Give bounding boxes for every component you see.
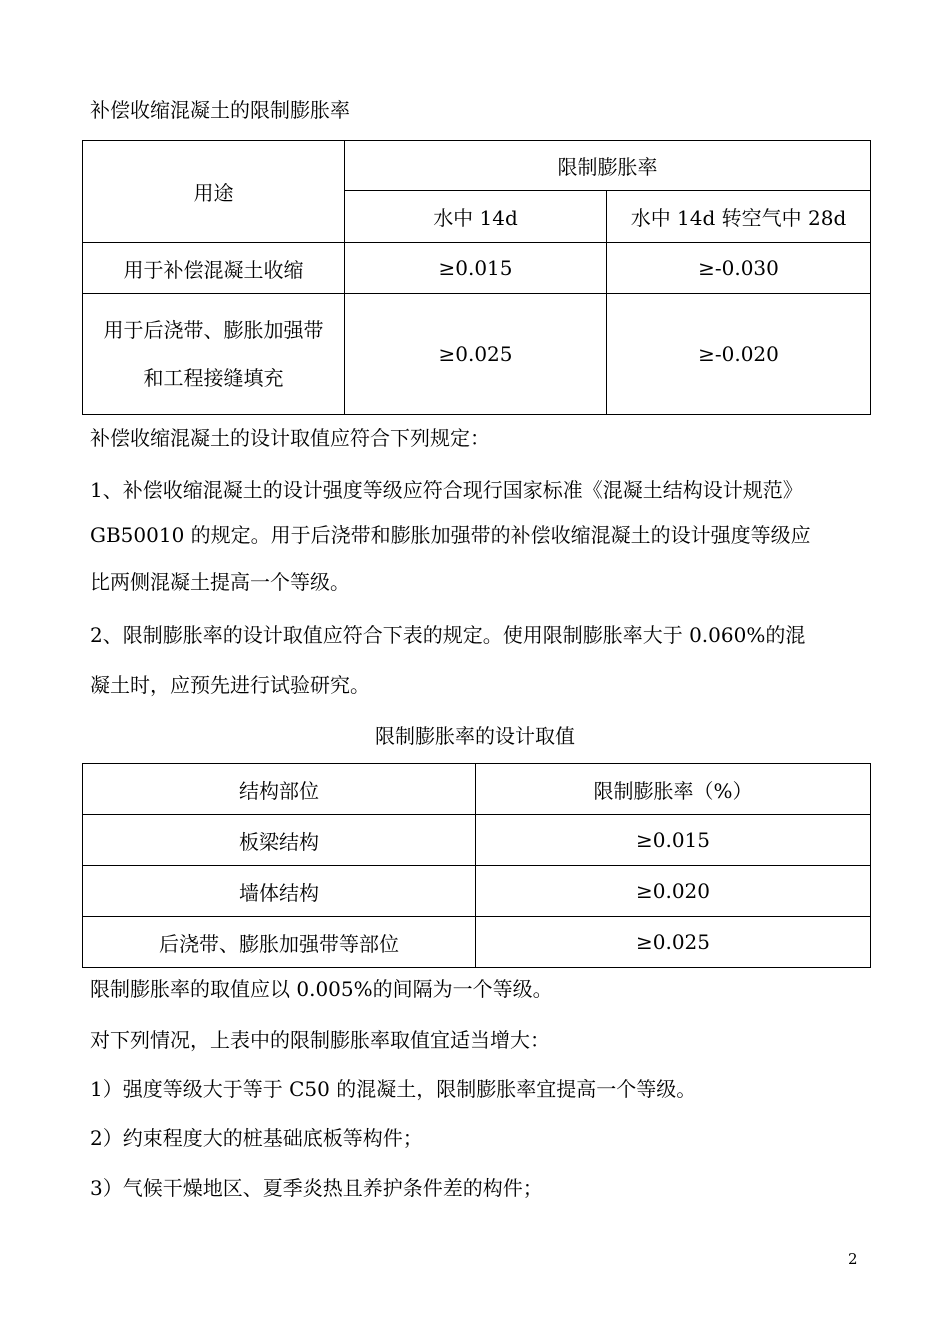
case1: 1）强度等级大于等于 C50 的混凝土，限制膨胀率宜提高一个等级。	[90, 1077, 697, 1101]
table-row	[83, 294, 871, 415]
table-row	[83, 866, 871, 917]
item2-line1: 2、限制膨胀率的设计取值应符合下表的规定。使用限制膨胀率大于 0.060%的混	[90, 623, 806, 647]
item1-line1: 1、补偿收缩混凝土的设计强度等级应符合现行国家标准《混凝土结构设计规范》	[90, 478, 803, 502]
step-note: 限制膨胀率的取值应以 0.005%的间隔为一个等级。	[90, 977, 553, 1001]
item1-line2: GB50010 的规定。用于后浇带和膨胀加强带的补偿收缩混凝土的设计强度等级应	[90, 523, 811, 547]
row2-use-line1: 用于后浇带、膨胀加强带	[103, 318, 324, 342]
row1-air: ≥-0.030	[607, 243, 871, 294]
table-row	[83, 917, 871, 968]
row1-water: ≥0.015	[345, 243, 607, 294]
design-intro: 补偿收缩混凝土的设计取值应符合下列规定：	[90, 426, 490, 450]
row1-use: 用于补偿混凝土收缩	[83, 243, 345, 294]
row1-part: 板梁结构	[83, 815, 476, 866]
row2-rate: ≥0.020	[476, 866, 871, 917]
subheader-water-14d: 水中 14d	[345, 191, 607, 243]
row1-rate: ≥0.015	[476, 815, 871, 866]
row2-use	[83, 294, 345, 415]
table2-caption: 限制膨胀率的设计取值	[375, 724, 575, 748]
table-restrained-expansion	[82, 140, 871, 415]
item1-line3: 比两侧混凝土提高一个等级。	[90, 570, 350, 594]
row2-air: ≥-0.020	[607, 294, 871, 415]
header-use: 用途	[83, 141, 345, 243]
row2-water: ≥0.025	[345, 294, 607, 415]
table1-caption: 补偿收缩混凝土的限制膨胀率	[90, 98, 350, 122]
page-number: 2	[848, 1250, 858, 1268]
row2-part: 墙体结构	[83, 866, 476, 917]
row3-part: 后浇带、膨胀加强带等部位	[83, 917, 476, 968]
subheader-air-28d: 水中 14d 转空气中 28d	[607, 191, 871, 243]
table-design-values	[82, 763, 871, 968]
case3: 3）气候干燥地区、夏季炎热且养护条件差的构件；	[90, 1176, 543, 1200]
table-row	[83, 243, 871, 294]
table-row	[83, 815, 871, 866]
header-structure-part: 结构部位	[83, 764, 476, 815]
header-rate: 限制膨胀率	[345, 141, 871, 191]
case2: 2）约束程度大的桩基础底板等构件；	[90, 1126, 423, 1150]
row3-rate: ≥0.025	[476, 917, 871, 968]
row2-use-line2: 和工程接缝填充	[143, 366, 284, 390]
header-rate-percent: 限制膨胀率（%）	[476, 764, 871, 815]
item2-line2: 凝土时，应预先进行试验研究。	[90, 673, 370, 697]
increase-intro: 对下列情况，上表中的限制膨胀率取值宜适当增大：	[90, 1028, 550, 1052]
